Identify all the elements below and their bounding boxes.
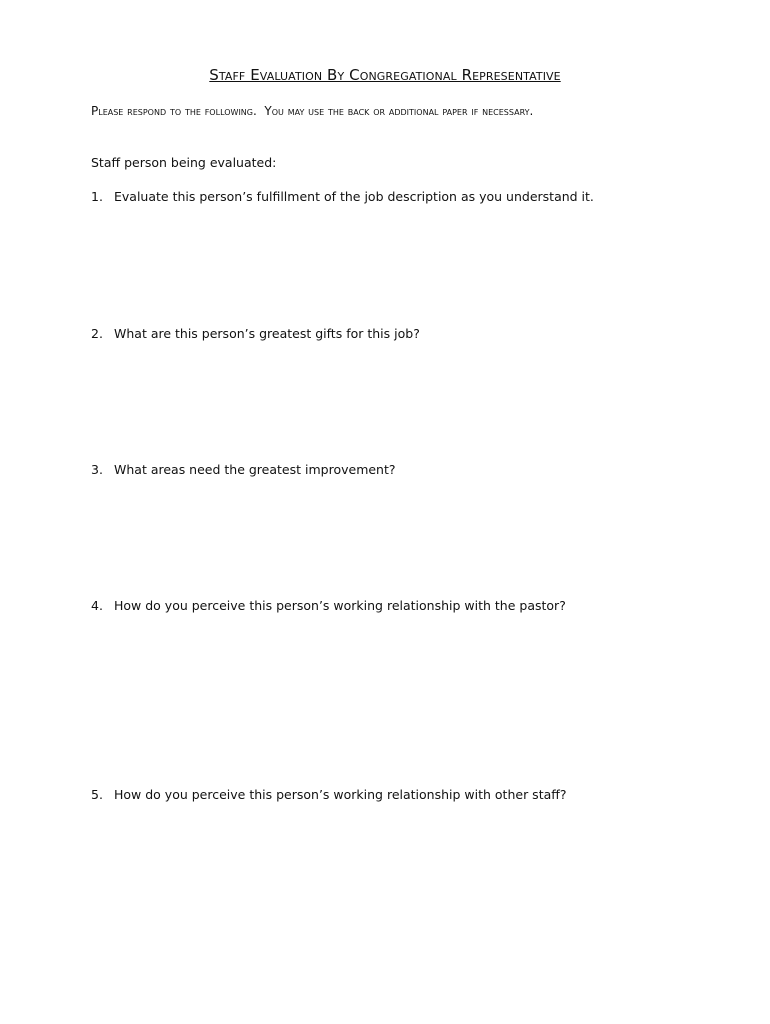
- question-number: 5.: [91, 787, 103, 802]
- question-1: [91, 189, 594, 204]
- question-5: [91, 787, 567, 802]
- staff-person-label: Staff person being evaluated:: [91, 155, 277, 170]
- question-number: 1.: [91, 189, 103, 204]
- question-number: 2.: [91, 326, 103, 341]
- question-4: [91, 598, 566, 613]
- question-3: [91, 462, 396, 477]
- document-title: Staff Evaluation By Congregational Representative: [209, 66, 561, 84]
- question-number: 3.: [91, 462, 103, 477]
- question-text: How do you perceive this person’s working relationship with other staff?: [114, 787, 567, 802]
- question-text: What areas need the greatest improvement?: [114, 462, 396, 477]
- question-number: 4.: [91, 598, 103, 613]
- question-text: Evaluate this person’s fulfillment of the job description as you understand it.: [114, 189, 594, 204]
- question-text: How do you perceive this person’s working relationship with the pastor?: [114, 598, 566, 613]
- question-2: [91, 326, 420, 341]
- question-text: What are this person’s greatest gifts for this job?: [114, 326, 420, 341]
- instructions-text: Please respond to the following. You may use the back or additional paper if necessary.: [91, 104, 534, 118]
